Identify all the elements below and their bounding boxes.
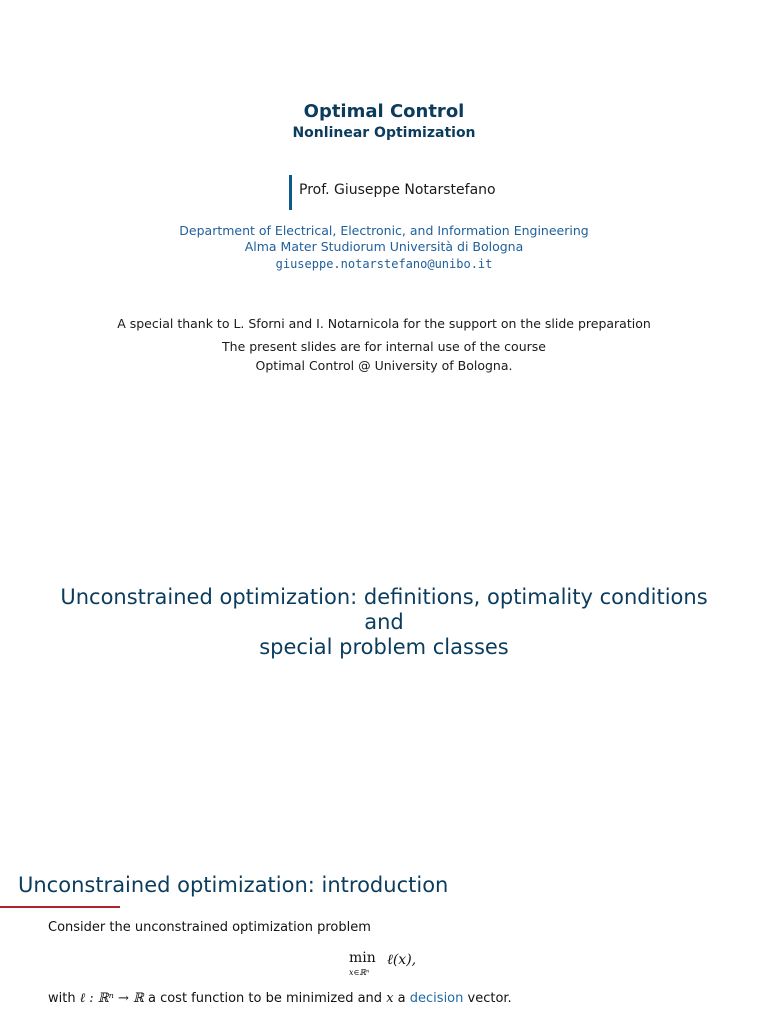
frame-title: Unconstrained optimization: introduction	[18, 873, 449, 897]
definition-text	[48, 990, 512, 1006]
cost-function-map: ℓ : ℝⁿ → ℝ	[79, 991, 144, 1006]
frame-title-rule	[0, 906, 120, 908]
optimization-problem-formula	[345, 950, 465, 980]
math-min-operator: min	[349, 950, 376, 966]
math-min-subscript: x∈ℝⁿ	[349, 968, 370, 977]
section-title	[40, 585, 728, 660]
author-email[interactable]: giuseppe.notarstefano@unibo.it	[275, 257, 493, 271]
slide-title: Optimal Control	[303, 101, 465, 122]
definition-article: a	[397, 991, 406, 1006]
department-name: Department of Electrical, Electronic, and Information Engineering	[179, 223, 589, 238]
acknowledgement-text: A special thank to L. Sforni and I. Notarnicola for the support on the slide preparation	[117, 316, 651, 331]
definition-prefix: with	[48, 991, 76, 1006]
intro-text: Consider the unconstrained optimization problem	[48, 920, 371, 935]
section-title-line1: Unconstrained optimization: definitions, optimality conditions and	[60, 585, 708, 634]
decision-variable: x	[386, 991, 394, 1006]
university-name: Alma Mater Studiorum Università di Bologna	[244, 239, 524, 254]
usage-note-line2: Optimal Control @ University of Bologna.	[255, 358, 513, 373]
math-cost-expression: ℓ(x),	[387, 952, 417, 968]
section-title-line2: special problem classes	[259, 635, 509, 659]
decision-term: decision	[409, 991, 464, 1006]
slide-subtitle: Nonlinear Optimization	[292, 125, 476, 141]
definition-suffix: vector.	[467, 991, 512, 1006]
author-accent-bar	[289, 175, 292, 210]
usage-note-line1: The present slides are for internal use of the course	[222, 339, 546, 354]
author-name: Prof. Giuseppe Notarstefano	[299, 182, 496, 198]
definition-middle: a cost function to be minimized and	[147, 991, 383, 1006]
